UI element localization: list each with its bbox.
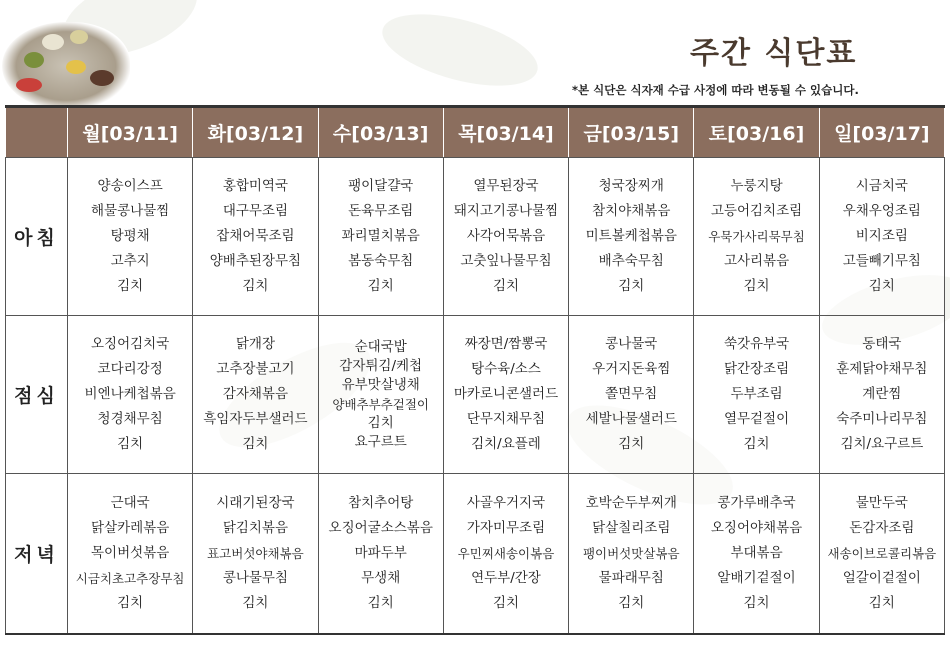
- menu-item: 두부조림: [730, 386, 783, 402]
- menu-item: 오징어야채볶음: [710, 519, 803, 536]
- menu-cell: [819, 158, 944, 316]
- menu-item: 쑥갓유부국: [723, 336, 790, 352]
- menu-item: 봄동숙무침: [348, 253, 414, 269]
- menu-item: 김치: [743, 436, 770, 452]
- menu-item: 홍합미역국: [222, 178, 289, 194]
- menu-item: 김치: [618, 436, 645, 452]
- menu-item: 오징어굴소스볶음: [328, 519, 433, 536]
- menu-item: 김치: [492, 278, 520, 294]
- menu-item: 우묵가사리묵무침: [708, 229, 805, 244]
- menu-item: 흑임자두부샐러드: [203, 411, 308, 427]
- menu-item: 김치: [618, 278, 645, 294]
- day-header: 수[03/13]: [318, 107, 443, 158]
- menu-item: 고추장불고기: [216, 361, 295, 377]
- day-header: 화[03/12]: [193, 107, 318, 158]
- bowl-icon: [90, 70, 114, 86]
- menu-item: 김치: [117, 594, 144, 611]
- menu-cell: [318, 474, 443, 634]
- menu-item: 훈제닭야채무침: [836, 361, 928, 377]
- menu-item: 세발나물샐러드: [585, 411, 677, 427]
- bowl-icon: [24, 52, 44, 68]
- day-header: 월[03/11]: [68, 107, 193, 158]
- menu-item: 김치: [117, 278, 144, 294]
- menu-item: 닭간장조림: [723, 361, 790, 377]
- menu-item: 대구무조림: [222, 203, 289, 219]
- menu-cell: [68, 158, 193, 316]
- menu-item: 숙주미나리무침: [836, 411, 928, 427]
- menu-item: 참치추어탕: [348, 494, 414, 511]
- menu-item: 무생채: [361, 569, 401, 586]
- menu-item: 마카로니콘샐러드: [453, 386, 559, 402]
- day-header: 토[03/16]: [694, 107, 819, 158]
- menu-cell: [443, 158, 568, 316]
- menu-item: 콩나물국: [605, 336, 658, 352]
- menu-item: 감자채볶음: [222, 386, 289, 402]
- bowl-icon: [42, 34, 64, 50]
- menu-item: 김치: [117, 436, 144, 452]
- menu-cell: [569, 474, 694, 634]
- menu-item: 마파두부: [354, 544, 407, 561]
- menu-item: 김치: [367, 414, 394, 431]
- menu-item: 팽이달걀국: [348, 178, 414, 194]
- menu-item: 순대국밥: [354, 338, 407, 355]
- menu-cell: [68, 474, 193, 634]
- menu-item: 닭살카레볶음: [91, 519, 170, 536]
- menu-item: 물파래무침: [598, 569, 664, 586]
- menu-item: 김치: [242, 436, 269, 452]
- meal-row-lunch: [6, 316, 945, 474]
- menu-item: 청경채무침: [97, 411, 163, 427]
- menu-item: 표고버섯야채볶음: [207, 545, 304, 561]
- menu-item: 가자미무조림: [466, 519, 546, 536]
- menu-item: 잡채어묵조림: [216, 228, 295, 244]
- menu-cell: [443, 316, 568, 474]
- menu-item: 콩나물무침: [222, 569, 289, 586]
- notice-text: *본 식단은 식자재 수급 사정에 따라 변동될 수 있습니다.: [572, 83, 859, 97]
- menu-cell: [694, 158, 819, 316]
- menu-item: 콩가루배추국: [717, 494, 796, 511]
- menu-cell: [819, 474, 944, 634]
- meal-row-breakfast: [6, 158, 945, 316]
- background-leaf: [375, 0, 545, 99]
- menu-item: 청국장찌개: [598, 178, 664, 194]
- menu-item: 고추지: [110, 253, 150, 269]
- meal-row-dinner: [6, 474, 945, 634]
- day-header: 금[03/15]: [569, 107, 694, 158]
- menu-item: 유부맛살냉채: [341, 376, 420, 393]
- menu-cell: [193, 158, 318, 316]
- menu-item: 계란찜: [862, 386, 902, 402]
- menu-item: 우채우엉조림: [842, 203, 921, 219]
- menu-item: 누룽지탕: [730, 178, 783, 194]
- menu-item: 감자튀김/케첩: [339, 357, 423, 374]
- menu-item: 김치: [242, 278, 269, 294]
- menu-item: 새송이브로콜리볶음: [827, 545, 937, 561]
- menu-item: 돈감자조림: [849, 519, 915, 536]
- menu-item: 김치: [743, 278, 770, 294]
- menu-item: 코다리강정: [97, 361, 163, 377]
- menu-item: 고춧잎나물무침: [460, 253, 552, 269]
- menu-item: 얼갈이겉절이: [842, 569, 921, 586]
- menu-item: 우거지돈육찜: [592, 361, 671, 377]
- menu-item: 김치: [367, 278, 394, 294]
- menu-item: 목이버섯볶음: [91, 544, 170, 561]
- weekly-menu-table: [5, 105, 945, 635]
- menu-item: 김치/요구르트: [840, 436, 924, 452]
- meal-label: 점심: [6, 316, 68, 474]
- menu-cell: [694, 474, 819, 634]
- day-header: 일[03/17]: [819, 107, 944, 158]
- menu-item: 꽈리멸치볶음: [341, 228, 420, 244]
- menu-item: 열무된장국: [473, 178, 539, 194]
- menu-item: 시금치초고추장무침: [75, 570, 185, 586]
- menu-item: 미트볼케첩볶음: [585, 228, 677, 244]
- meal-label: 저녁: [6, 474, 68, 634]
- menu-item: 김치: [868, 278, 895, 294]
- menu-item: 열무겉절이: [723, 411, 790, 427]
- menu-item: 동태국: [862, 336, 902, 352]
- menu-item: 비지조림: [855, 228, 908, 244]
- menu-item: 단무지채무침: [466, 411, 546, 427]
- menu-item: 김치/요플레: [471, 436, 541, 452]
- menu-item: 알배기겉절이: [717, 569, 796, 586]
- menu-item: 사각어묵볶음: [466, 228, 546, 244]
- menu-item: 양배추부추겉절이: [332, 396, 429, 412]
- menu-item: 해물콩나물찜: [91, 203, 170, 219]
- bowl-icon: [66, 60, 86, 74]
- menu-item: 김치: [367, 594, 394, 611]
- page-title: 주간 식단표: [690, 36, 858, 71]
- menu-item: 오징어김치국: [91, 336, 170, 352]
- header-row: [6, 107, 945, 158]
- menu-item: 비엔나케첩볶음: [84, 386, 176, 402]
- menu-cell: [193, 316, 318, 474]
- menu-item: 김치: [242, 594, 269, 611]
- menu-item: 쫄면무침: [605, 386, 658, 402]
- menu-item: 고들빼기무침: [842, 253, 921, 269]
- menu-item: 참치야채볶음: [592, 203, 671, 219]
- bowl-icon: [16, 78, 42, 92]
- meal-label: 아침: [6, 158, 68, 316]
- menu-item: 팽이버섯맛살볶음: [582, 545, 680, 561]
- menu-item: 양송이스프: [97, 178, 163, 194]
- menu-item: 김치: [868, 594, 895, 611]
- menu-item: 탕평채: [110, 228, 150, 244]
- menu-item: 배추숙무침: [598, 253, 664, 269]
- menu-item: 호박순두부찌개: [585, 494, 677, 511]
- menu-item: 닭개장: [235, 336, 275, 352]
- menu-cell: [318, 158, 443, 316]
- header-corner: [6, 107, 68, 158]
- bowl-icon: [70, 30, 88, 44]
- menu-item: 탕수육/소스: [471, 361, 541, 377]
- menu-item: 물만두국: [855, 494, 908, 511]
- menu-item: 돼지고기콩나물찜: [453, 203, 559, 219]
- menu-item: 닭살칠리조림: [592, 519, 671, 536]
- menu-item: 시금치국: [855, 178, 908, 194]
- menu-item: 시래기된장국: [216, 494, 295, 511]
- menu-cell: [569, 158, 694, 316]
- menu-cell: [694, 316, 819, 474]
- menu-cell: [443, 474, 568, 634]
- menu-item: 사골우거지국: [466, 494, 546, 511]
- menu-item: 짜장면/짬뽕국: [464, 336, 548, 352]
- menu-item: 돈육무조림: [348, 203, 414, 219]
- menu-cell: [569, 316, 694, 474]
- menu-item: 고등어김치조림: [710, 203, 803, 219]
- menu-item: 김치: [618, 594, 645, 611]
- menu-item: 닭김치볶음: [222, 519, 289, 536]
- day-header: 목[03/14]: [443, 107, 568, 158]
- menu-item: 김치: [492, 594, 520, 611]
- menu-item: 요구르트: [354, 433, 407, 450]
- food-photo: [2, 22, 130, 110]
- menu-item: 부대볶음: [730, 544, 783, 561]
- menu-cell: [193, 474, 318, 634]
- menu-cell: [68, 316, 193, 474]
- menu-cell: [318, 316, 443, 474]
- menu-cell: [819, 316, 944, 474]
- menu-item: 근대국: [110, 494, 150, 511]
- menu-item: 김치: [743, 594, 770, 611]
- menu-item: 고사리볶음: [723, 253, 790, 269]
- menu-item: 양배추된장무침: [209, 253, 302, 269]
- menu-item: 우민찌새송이볶음: [457, 545, 555, 561]
- menu-item: 연두부/간장: [471, 569, 541, 586]
